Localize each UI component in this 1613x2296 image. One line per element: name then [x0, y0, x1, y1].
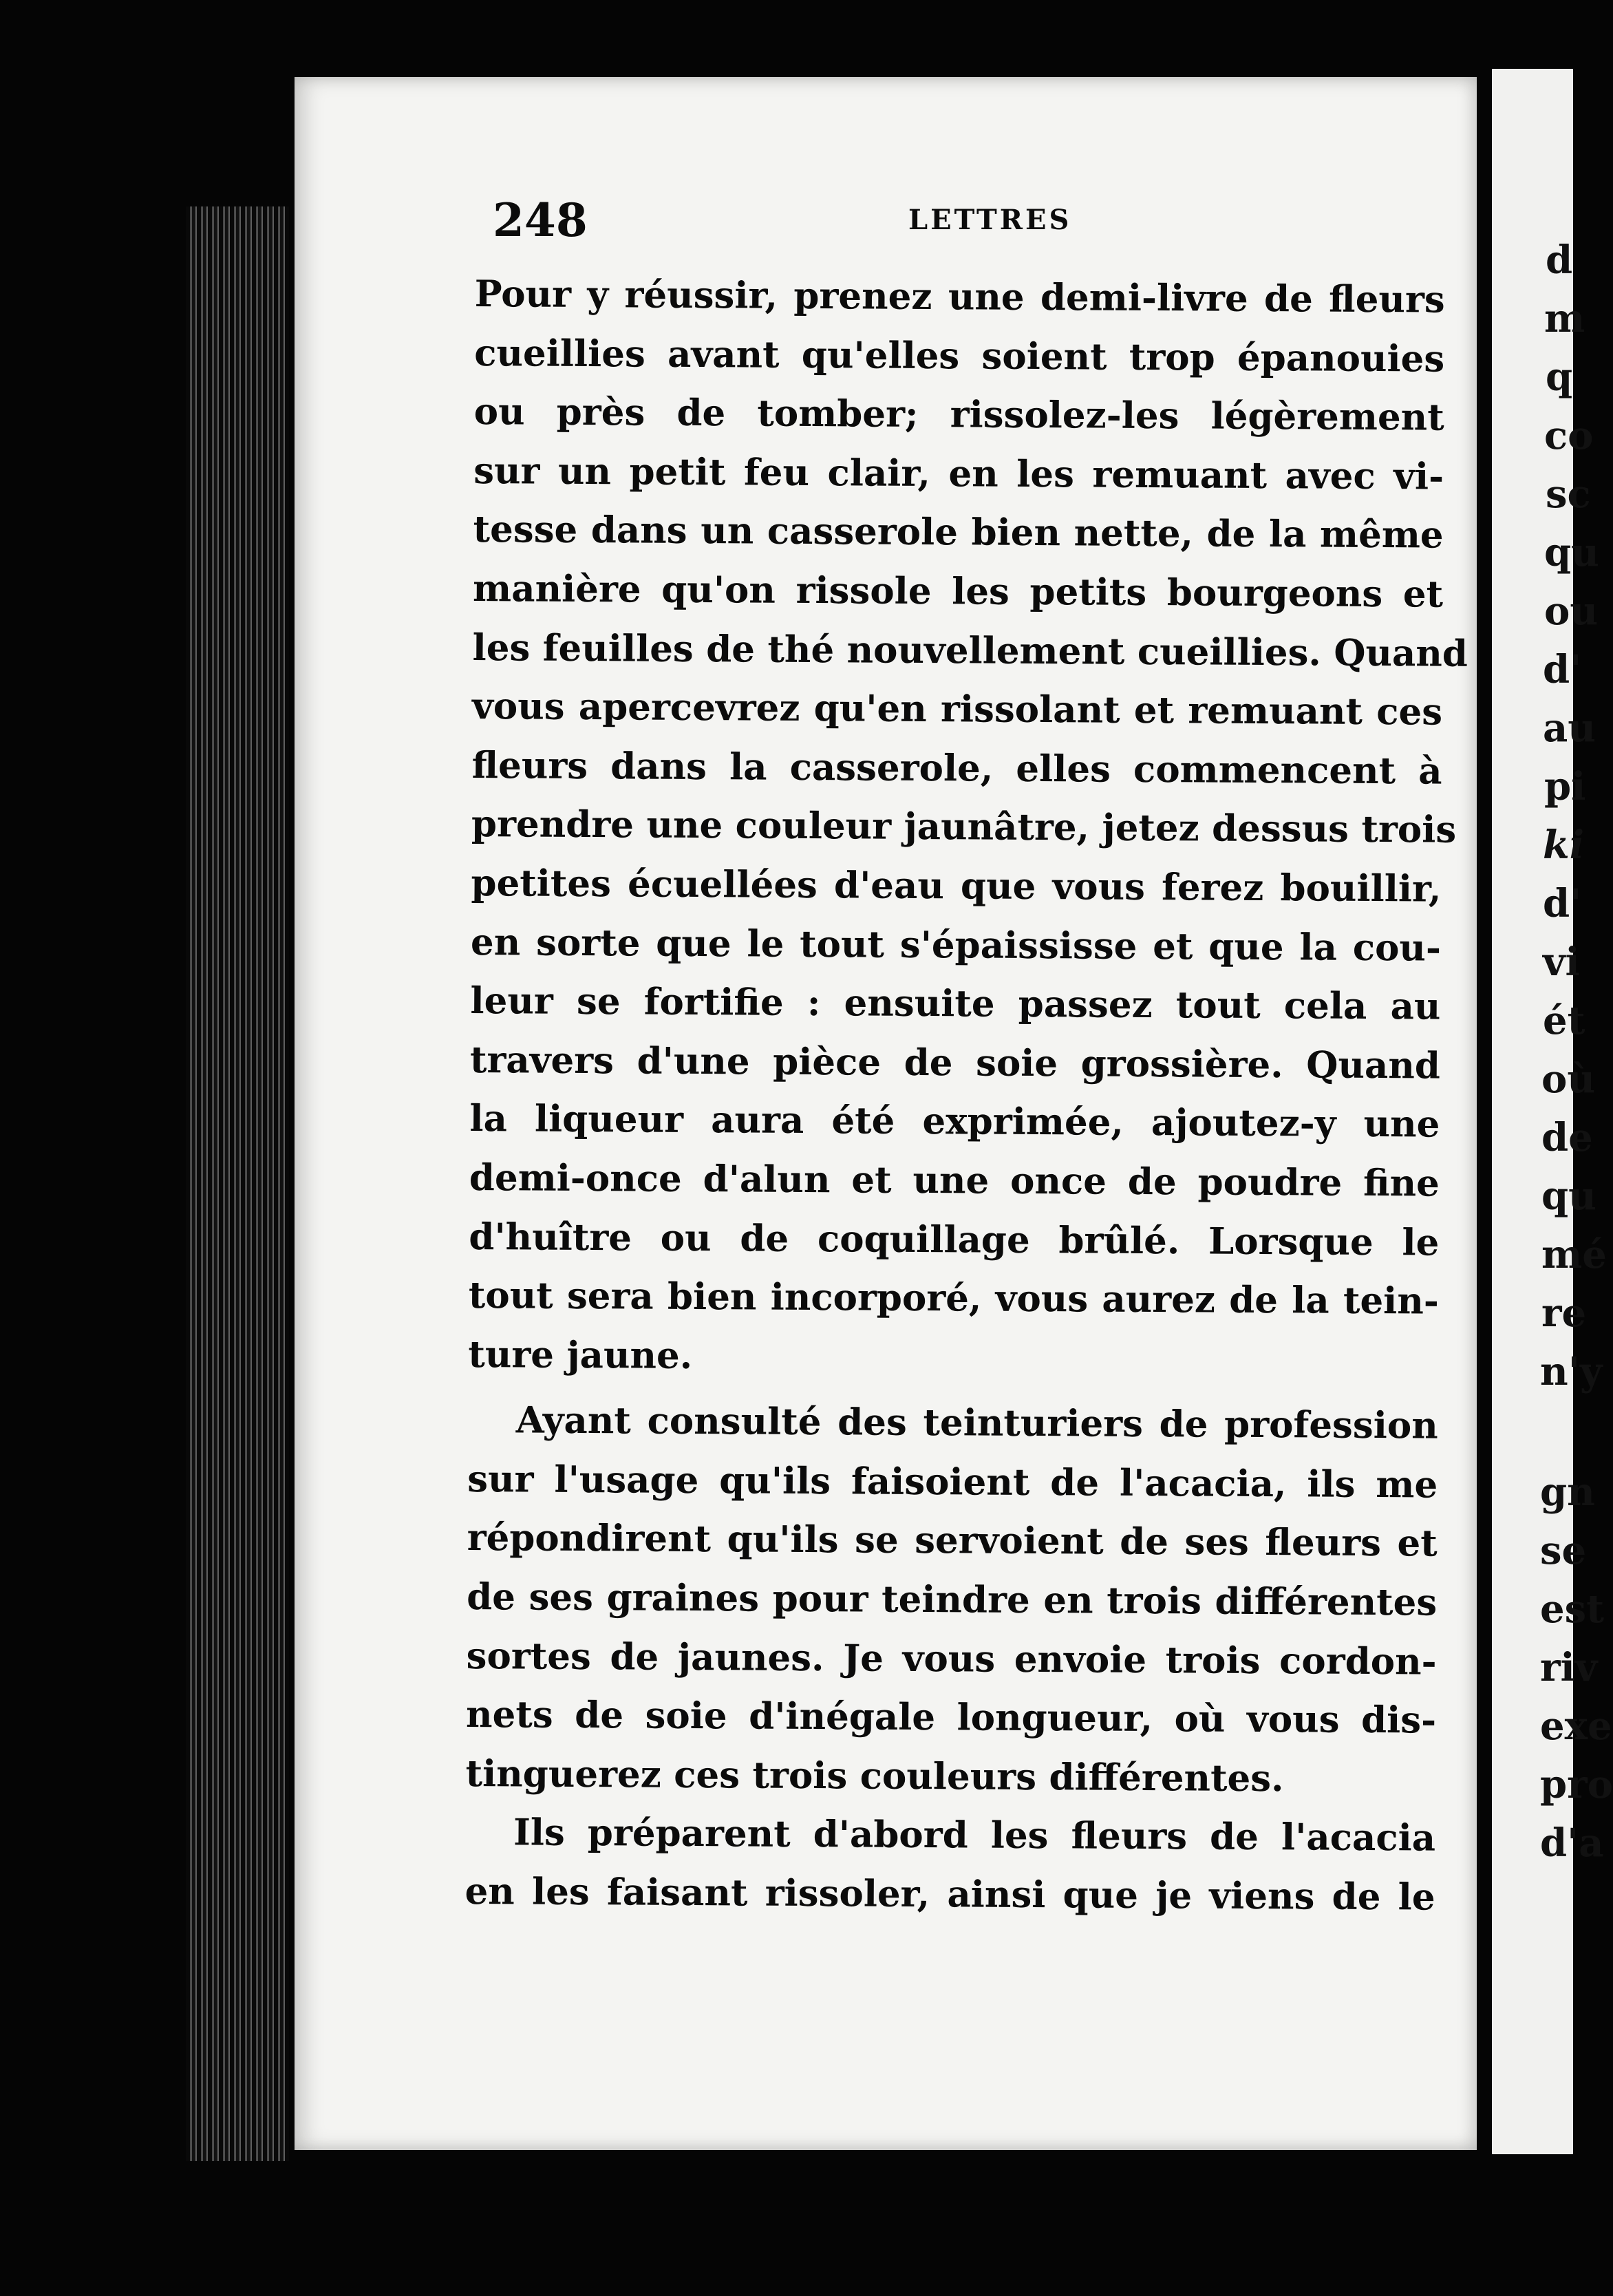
text-line: en les faisant rissoler, ainsi que je viens de le — [464, 1869, 1435, 1919]
text-line: nets de soie d'inégale longueur, où vous dis- — [465, 1693, 1437, 1742]
facing-text-fragment: gn — [1540, 1469, 1595, 1515]
text-line: manière qu'on rissole les petits bourgeons et — [472, 566, 1444, 616]
facing-text-fragment: de — [1541, 1115, 1593, 1160]
body-text — [464, 265, 1468, 1927]
facing-text-fragment: ét — [1543, 998, 1585, 1043]
facing-text-fragment: au — [1543, 705, 1596, 751]
facing-text-fragment: d — [1546, 237, 1573, 283]
facing-text-fragment: ki — [1543, 822, 1585, 868]
text-line: d'huître ou de coquillage brûlé. Lorsque le — [469, 1215, 1440, 1264]
text-line: les feuilles de thé nouvellement cueillies. Quand — [472, 626, 1468, 675]
text-line: fleurs dans la casserole, elles commencent à — [471, 743, 1442, 793]
text-line: sortes de jaunes. Je vous envoie trois cordon- — [466, 1634, 1437, 1683]
text-line: ture jaune. — [468, 1332, 693, 1377]
facing-text-fragment: qu — [1541, 1173, 1596, 1219]
facing-page-edge — [1492, 69, 1613, 2154]
facing-text-fragment: est — [1540, 1586, 1605, 1632]
facing-text-fragment: co — [1544, 413, 1594, 458]
facing-text-fragment: se — [1540, 1528, 1587, 1573]
facing-text-fragment: qu — [1544, 530, 1599, 575]
page-header — [493, 193, 1387, 248]
running-head: LETTRES — [908, 204, 1072, 236]
facing-text-fragment: ou — [1544, 588, 1599, 634]
facing-text-fragment: d'a — [1540, 1820, 1604, 1866]
text-line: Ils préparent d'abord les fleurs de l'acacia — [513, 1811, 1436, 1860]
paragraph-1 — [468, 265, 1468, 1390]
facing-text-fragment: sc — [1546, 471, 1591, 517]
facing-text-fragment: riv — [1540, 1645, 1598, 1690]
text-line: prendre une couleur jaunâtre, jetez dessus trois — [471, 802, 1457, 852]
facing-text-fragment: où — [1541, 1056, 1596, 1102]
facing-text-fragment: exe — [1540, 1703, 1612, 1749]
text-line: demi-once d'alun et une once de poudre fine — [469, 1156, 1440, 1205]
text-line: ou près de tomber; rissolez-les légèrement — [473, 390, 1444, 439]
paragraph-3 — [464, 1803, 1435, 1927]
text-line: la liqueur aura été exprimée, ajoutez-y une — [469, 1097, 1440, 1146]
text-line: cueillies avant qu'elles soient trop épanouies — [474, 331, 1445, 381]
page-stack-edges — [186, 206, 289, 2161]
facing-text-fragment: pi — [1544, 764, 1586, 809]
facing-text-fragment: q — [1546, 354, 1573, 400]
facing-text-fragment: pro — [1540, 1762, 1613, 1807]
facing-text-fragment: n'y — [1540, 1349, 1603, 1394]
text-line: sur l'usage qu'ils faisoient de l'acacia, ils me — [467, 1457, 1438, 1507]
text-line: de ses graines pour teindre en trois différentes — [466, 1575, 1438, 1624]
facing-text-fragment: vi — [1543, 939, 1580, 985]
text-line: tout sera bien incorporé, vous aurez de la tein- — [468, 1274, 1440, 1323]
facing-text-fragment: mé — [1541, 1232, 1607, 1277]
text-line: sur un petit feu clair, en les remuant avec vi- — [473, 449, 1444, 498]
text-line: Ayant consulté des teinturiers de profession — [515, 1399, 1438, 1447]
paragraph-2 — [465, 1391, 1438, 1809]
text-line: petites écuellées d'eau que vous ferez bouillir, — [471, 861, 1442, 911]
text-line: tinguerez ces trois couleurs différentes. — [465, 1752, 1284, 1800]
text-line: en sorte que le tout s'épaississe et que la cou- — [470, 920, 1442, 970]
text-line: leur se fortifie : ensuite passez tout cela au — [470, 979, 1441, 1028]
facing-text-fragment: d' — [1543, 881, 1582, 926]
page-number: 248 — [493, 193, 588, 247]
text-line: vous apercevrez qu'en rissolant et remuant ces — [471, 685, 1443, 734]
facing-text-fragment: m — [1544, 296, 1585, 341]
text-line: travers d'une pièce de soie grossière. Quand — [469, 1038, 1441, 1087]
text-line: tesse dans un casserole bien nette, de la même — [473, 508, 1444, 557]
text-line: Pour y réussir, prenez une demi-livre de fleurs — [474, 272, 1445, 321]
text-line: répondirent qu'ils se servoient de ses fleurs et — [467, 1516, 1438, 1566]
facing-text-fragment: re — [1541, 1290, 1587, 1336]
facing-text-fragment: d' — [1543, 647, 1582, 692]
